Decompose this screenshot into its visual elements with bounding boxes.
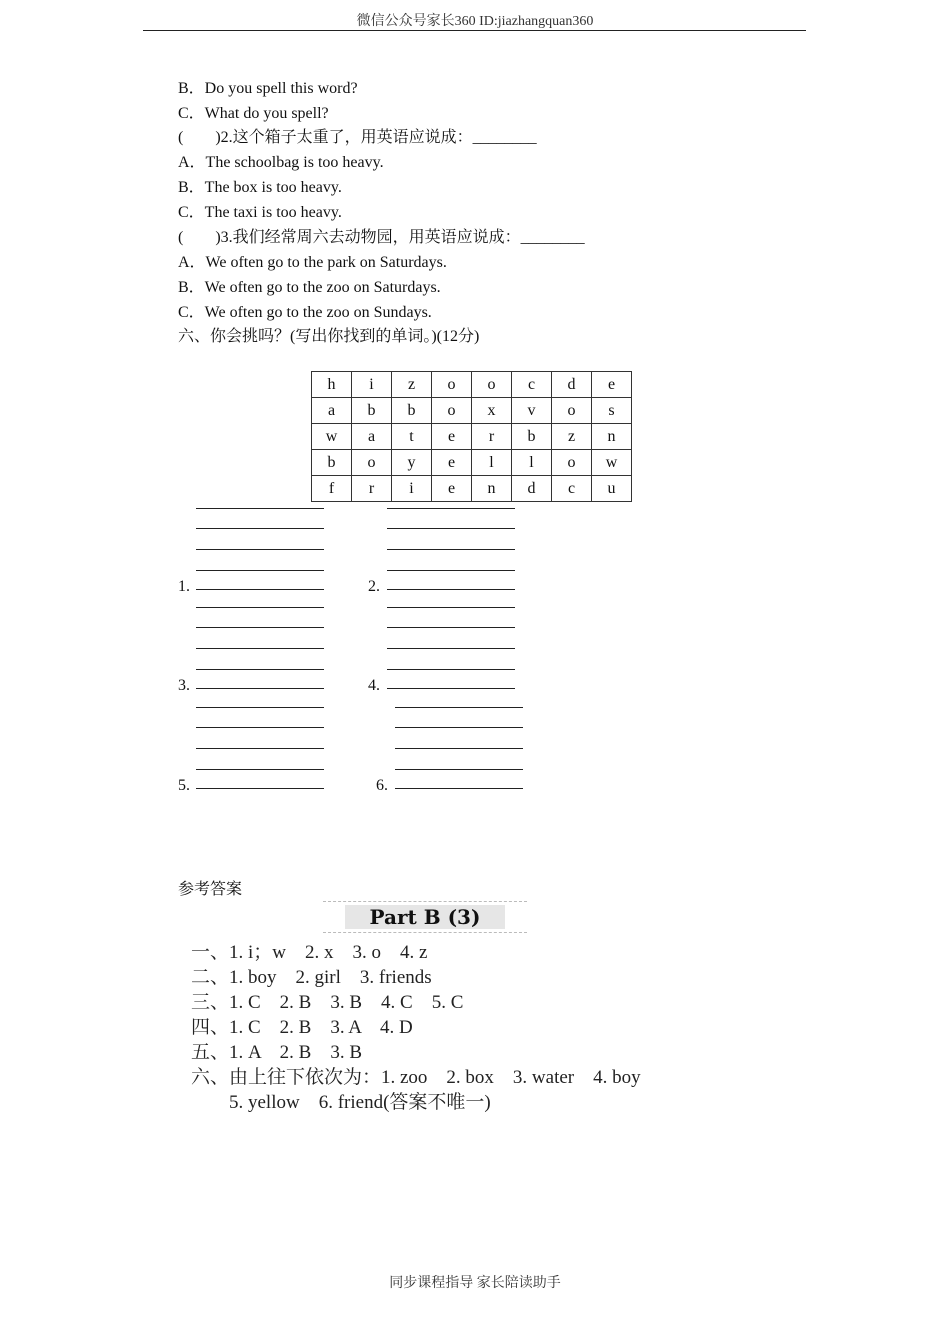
option-line: B．Do you spell this word? xyxy=(178,80,358,97)
grid-cell: l xyxy=(512,450,552,476)
writing-line xyxy=(387,648,515,649)
grid-cell: e xyxy=(432,424,472,450)
page-header: 微信公众号家长360 ID:jiazhangquan360 xyxy=(356,14,594,29)
blank-number: 5. xyxy=(178,777,190,794)
writing-line xyxy=(196,607,324,608)
grid-cell: e xyxy=(432,450,472,476)
writing-line xyxy=(196,570,324,571)
answers-title: 参考答案 xyxy=(178,881,243,898)
grid-row xyxy=(312,476,632,502)
grid-row xyxy=(312,450,632,476)
writing-line xyxy=(196,648,324,649)
grid-cell: b xyxy=(512,424,552,450)
header-divider xyxy=(143,30,806,31)
part-title: Part B (3) xyxy=(345,905,505,929)
writing-line xyxy=(196,589,324,590)
writing-line xyxy=(395,748,523,749)
grid-cell: z xyxy=(392,372,432,398)
writing-line xyxy=(196,669,324,670)
blank-number: 1. xyxy=(178,578,190,595)
writing-line xyxy=(387,669,515,670)
grid-cell: w xyxy=(312,424,352,450)
writing-line xyxy=(395,727,523,728)
grid-cell: w xyxy=(592,450,632,476)
blank-number: 6. xyxy=(376,777,388,794)
grid-cell: o xyxy=(472,372,512,398)
option-line: C．We often go to the zoo on Sundays. xyxy=(178,304,432,321)
grid-cell: s xyxy=(592,398,632,424)
writing-line xyxy=(196,727,324,728)
grid-cell: a xyxy=(352,424,392,450)
grid-cell: n xyxy=(592,424,632,450)
grid-cell: v xyxy=(512,398,552,424)
answer-line: 一、1. i；w 2. x 3. o 4. z xyxy=(191,942,428,963)
grid-cell: x xyxy=(472,398,512,424)
option-line: B．We often go to the zoo on Saturdays. xyxy=(178,279,441,296)
grid-cell: z xyxy=(552,424,592,450)
writing-line xyxy=(196,788,324,789)
answer-line: 三、1. C 2. B 3. B 4. C 5. C xyxy=(191,992,464,1013)
writing-line xyxy=(395,788,523,789)
grid-row xyxy=(312,372,632,398)
grid-cell: b xyxy=(392,398,432,424)
grid-cell: o xyxy=(552,398,592,424)
blank-number: 2. xyxy=(368,578,380,595)
grid-cell: y xyxy=(392,450,432,476)
grid-cell: e xyxy=(432,476,472,502)
grid-row xyxy=(312,424,632,450)
writing-line xyxy=(196,528,324,529)
page-footer: 同步课程指导 家长陪读助手 xyxy=(389,1276,561,1291)
grid-cell: e xyxy=(592,372,632,398)
option-line: A．The schoolbag is too heavy. xyxy=(178,154,384,171)
option-line: C．The taxi is too heavy. xyxy=(178,204,342,221)
grid-cell: b xyxy=(352,398,392,424)
grid-cell: i xyxy=(352,372,392,398)
part-banner xyxy=(323,901,527,933)
grid-cell: r xyxy=(472,424,512,450)
grid-cell: o xyxy=(552,450,592,476)
blank-number: 3. xyxy=(178,677,190,694)
writing-line xyxy=(387,688,515,689)
grid-cell: o xyxy=(432,398,472,424)
grid-cell: b xyxy=(312,450,352,476)
option-line: A．We often go to the park on Saturdays. xyxy=(178,254,447,271)
writing-line xyxy=(387,570,515,571)
grid-cell: a xyxy=(312,398,352,424)
answer-line: 四、1. C 2. B 3. A 4. D xyxy=(191,1017,413,1038)
grid-row xyxy=(312,398,632,424)
grid-cell: i xyxy=(392,476,432,502)
grid-cell: n xyxy=(472,476,512,502)
writing-line xyxy=(196,627,324,628)
grid-cell: d xyxy=(512,476,552,502)
grid-cell: l xyxy=(472,450,512,476)
question-line: ( )2.这个箱子太重了，用英语应说成：________ xyxy=(178,129,537,146)
answer-line: 二、1. boy 2. girl 3. friends xyxy=(191,967,432,988)
answer-line: 5. yellow 6. friend(答案不唯一) xyxy=(191,1092,491,1113)
writing-line xyxy=(196,549,324,550)
grid-cell: c xyxy=(552,476,592,502)
grid-cell: o xyxy=(352,450,392,476)
grid-cell: f xyxy=(312,476,352,502)
writing-line xyxy=(196,688,324,689)
grid-cell: c xyxy=(512,372,552,398)
option-line: C．What do you spell? xyxy=(178,105,329,122)
writing-line xyxy=(196,707,324,708)
section-heading: 六、你会挑吗？(写出你找到的单词。)(12分) xyxy=(178,328,480,345)
letter-grid xyxy=(311,371,632,502)
grid-cell: r xyxy=(352,476,392,502)
writing-line xyxy=(387,627,515,628)
writing-line xyxy=(387,607,515,608)
writing-line xyxy=(395,707,523,708)
writing-line xyxy=(196,508,324,509)
writing-line xyxy=(387,508,515,509)
writing-line xyxy=(387,528,515,529)
grid-cell: d xyxy=(552,372,592,398)
blank-number: 4. xyxy=(368,677,380,694)
question-line: ( )3.我们经常周六去动物园，用英语应说成：________ xyxy=(178,229,585,246)
grid-cell: h xyxy=(312,372,352,398)
answer-line: 五、1. A 2. B 3. B xyxy=(191,1042,363,1063)
grid-cell: u xyxy=(592,476,632,502)
answer-line: 六、由上往下依次为：1. zoo 2. box 3. water 4. boy xyxy=(191,1067,641,1088)
writing-line xyxy=(387,549,515,550)
writing-line xyxy=(196,748,324,749)
grid-cell: t xyxy=(392,424,432,450)
option-line: B．The box is too heavy. xyxy=(178,179,342,196)
grid-cell: o xyxy=(432,372,472,398)
writing-line xyxy=(395,769,523,770)
writing-line xyxy=(196,769,324,770)
writing-line xyxy=(387,589,515,590)
